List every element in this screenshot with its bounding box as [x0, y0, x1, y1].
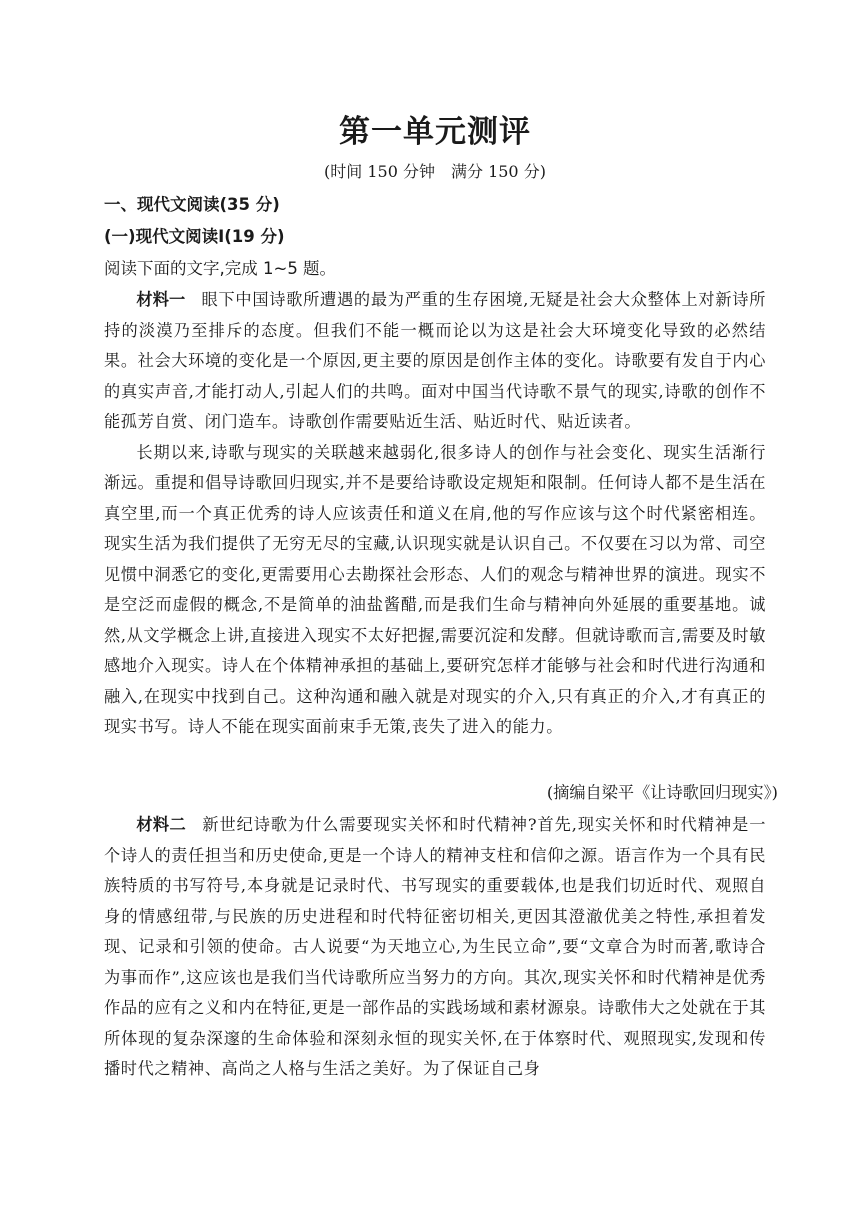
- material-one-source: (摘编自梁平《让诗歌回归现实》): [546, 783, 778, 802]
- material-two-paragraph-1-text: 新世纪诗歌为什么需要现实关怀和时代精神?首先,现实关怀和时代精神是一个诗人的责任担当和历史使命,更是一个诗人的精神支柱和信仰之源。语言作为一个具有民族特质的书写符号,本身就是记录时代、书写现实的重要载体,也是我们切近时代、观照自身的情感纽带,与民族的历史进程和时代特征密切相关,更因其澄澈优美之特性,承担着发现、记录和引领的使命。古人说要“为天地立心,为生民立命”,要“文章合为时而著,歌诗合为事而作”,这应该也是我们当代诗歌所应当努力的方向。其次,现实关怀和时代精神是优秀作品的应有之义和内在特征,更是一部作品的实践场域和素材源泉。诗歌伟大之处就在于其所体现的复杂深邃的生命体验和深刻永恒的现实关怀,在于体察时代、观照现实,发现和传播时代之精神、高尚之人格与生活之美好。为了保证自己身: [104, 815, 766, 1078]
- page-title: 第一单元测评: [339, 114, 531, 150]
- material-one: [104, 285, 766, 743]
- exam-time-score: (时间 150 分钟 满分 150 分): [324, 162, 546, 181]
- material-one-paragraph-1: [104, 285, 766, 438]
- subsection-heading: (一)现代文阅读Ⅰ(19 分): [104, 227, 285, 246]
- material-one-label: 材料一: [136, 290, 186, 309]
- reading-instruction: 阅读下面的文字,完成 1~5 题。: [104, 259, 337, 278]
- material-two: [104, 810, 766, 1085]
- material-one-paragraph-2: 长期以来,诗歌与现实的关联越来越弱化,很多诗人的创作与社会变化、现实生活渐行渐远。重提和倡导诗歌回归现实,并不是要给诗歌设定规矩和限制。任何诗人都不是生活在真空里,而一个真正优秀的诗人应该责任和道义在肩,他的写作应该与这个时代紧密相连。现实生活为我们提供了无穷无尽的宝藏,认识现实就是认识自己。不仅要在习以为常、司空见惯中洞悉它的变化,更需要用心去勘探社会形态、人们的观念与精神世界的演进。现实不是空泛而虚假的概念,不是简单的油盐酱醋,而是我们生命与精神向外延展的重要基地。诚然,从文学概念上讲,直接进入现实不太好把握,需要沉淀和发酵。但就诗歌而言,需要及时敏感地介入现实。诗人在个体精神承担的基础上,要研究怎样才能够与社会和时代进行沟通和融入,在现实中找到自己。这种沟通和融入就是对现实的介入,只有真正的介入,才有真正的现实书写。诗人不能在现实面前束手无策,丧失了进入的能力。: [104, 442, 766, 736]
- material-two-label: 材料二: [136, 815, 186, 834]
- material-one-paragraph-1-text: 眼下中国诗歌所遭遇的最为严重的生存困境,无疑是社会大众整体上对新诗所持的淡漠乃至排斥的态度。但我们不能一概而论以为这是社会大环境变化导致的必然结果。社会大环境的变化是一个原因,更主要的原因是创作主体的变化。诗歌要有发自于内心的真实声音,才能打动人,引起人们的共鸣。面对中国当代诗歌不景气的现实,诗歌的创作不能孤芳自赏、闭门造车。诗歌创作需要贴近生活、贴近时代、贴近读者。: [104, 290, 767, 431]
- section-heading: 一、现代文阅读(35 分): [104, 195, 280, 214]
- material-two-paragraph-1: [104, 810, 766, 1085]
